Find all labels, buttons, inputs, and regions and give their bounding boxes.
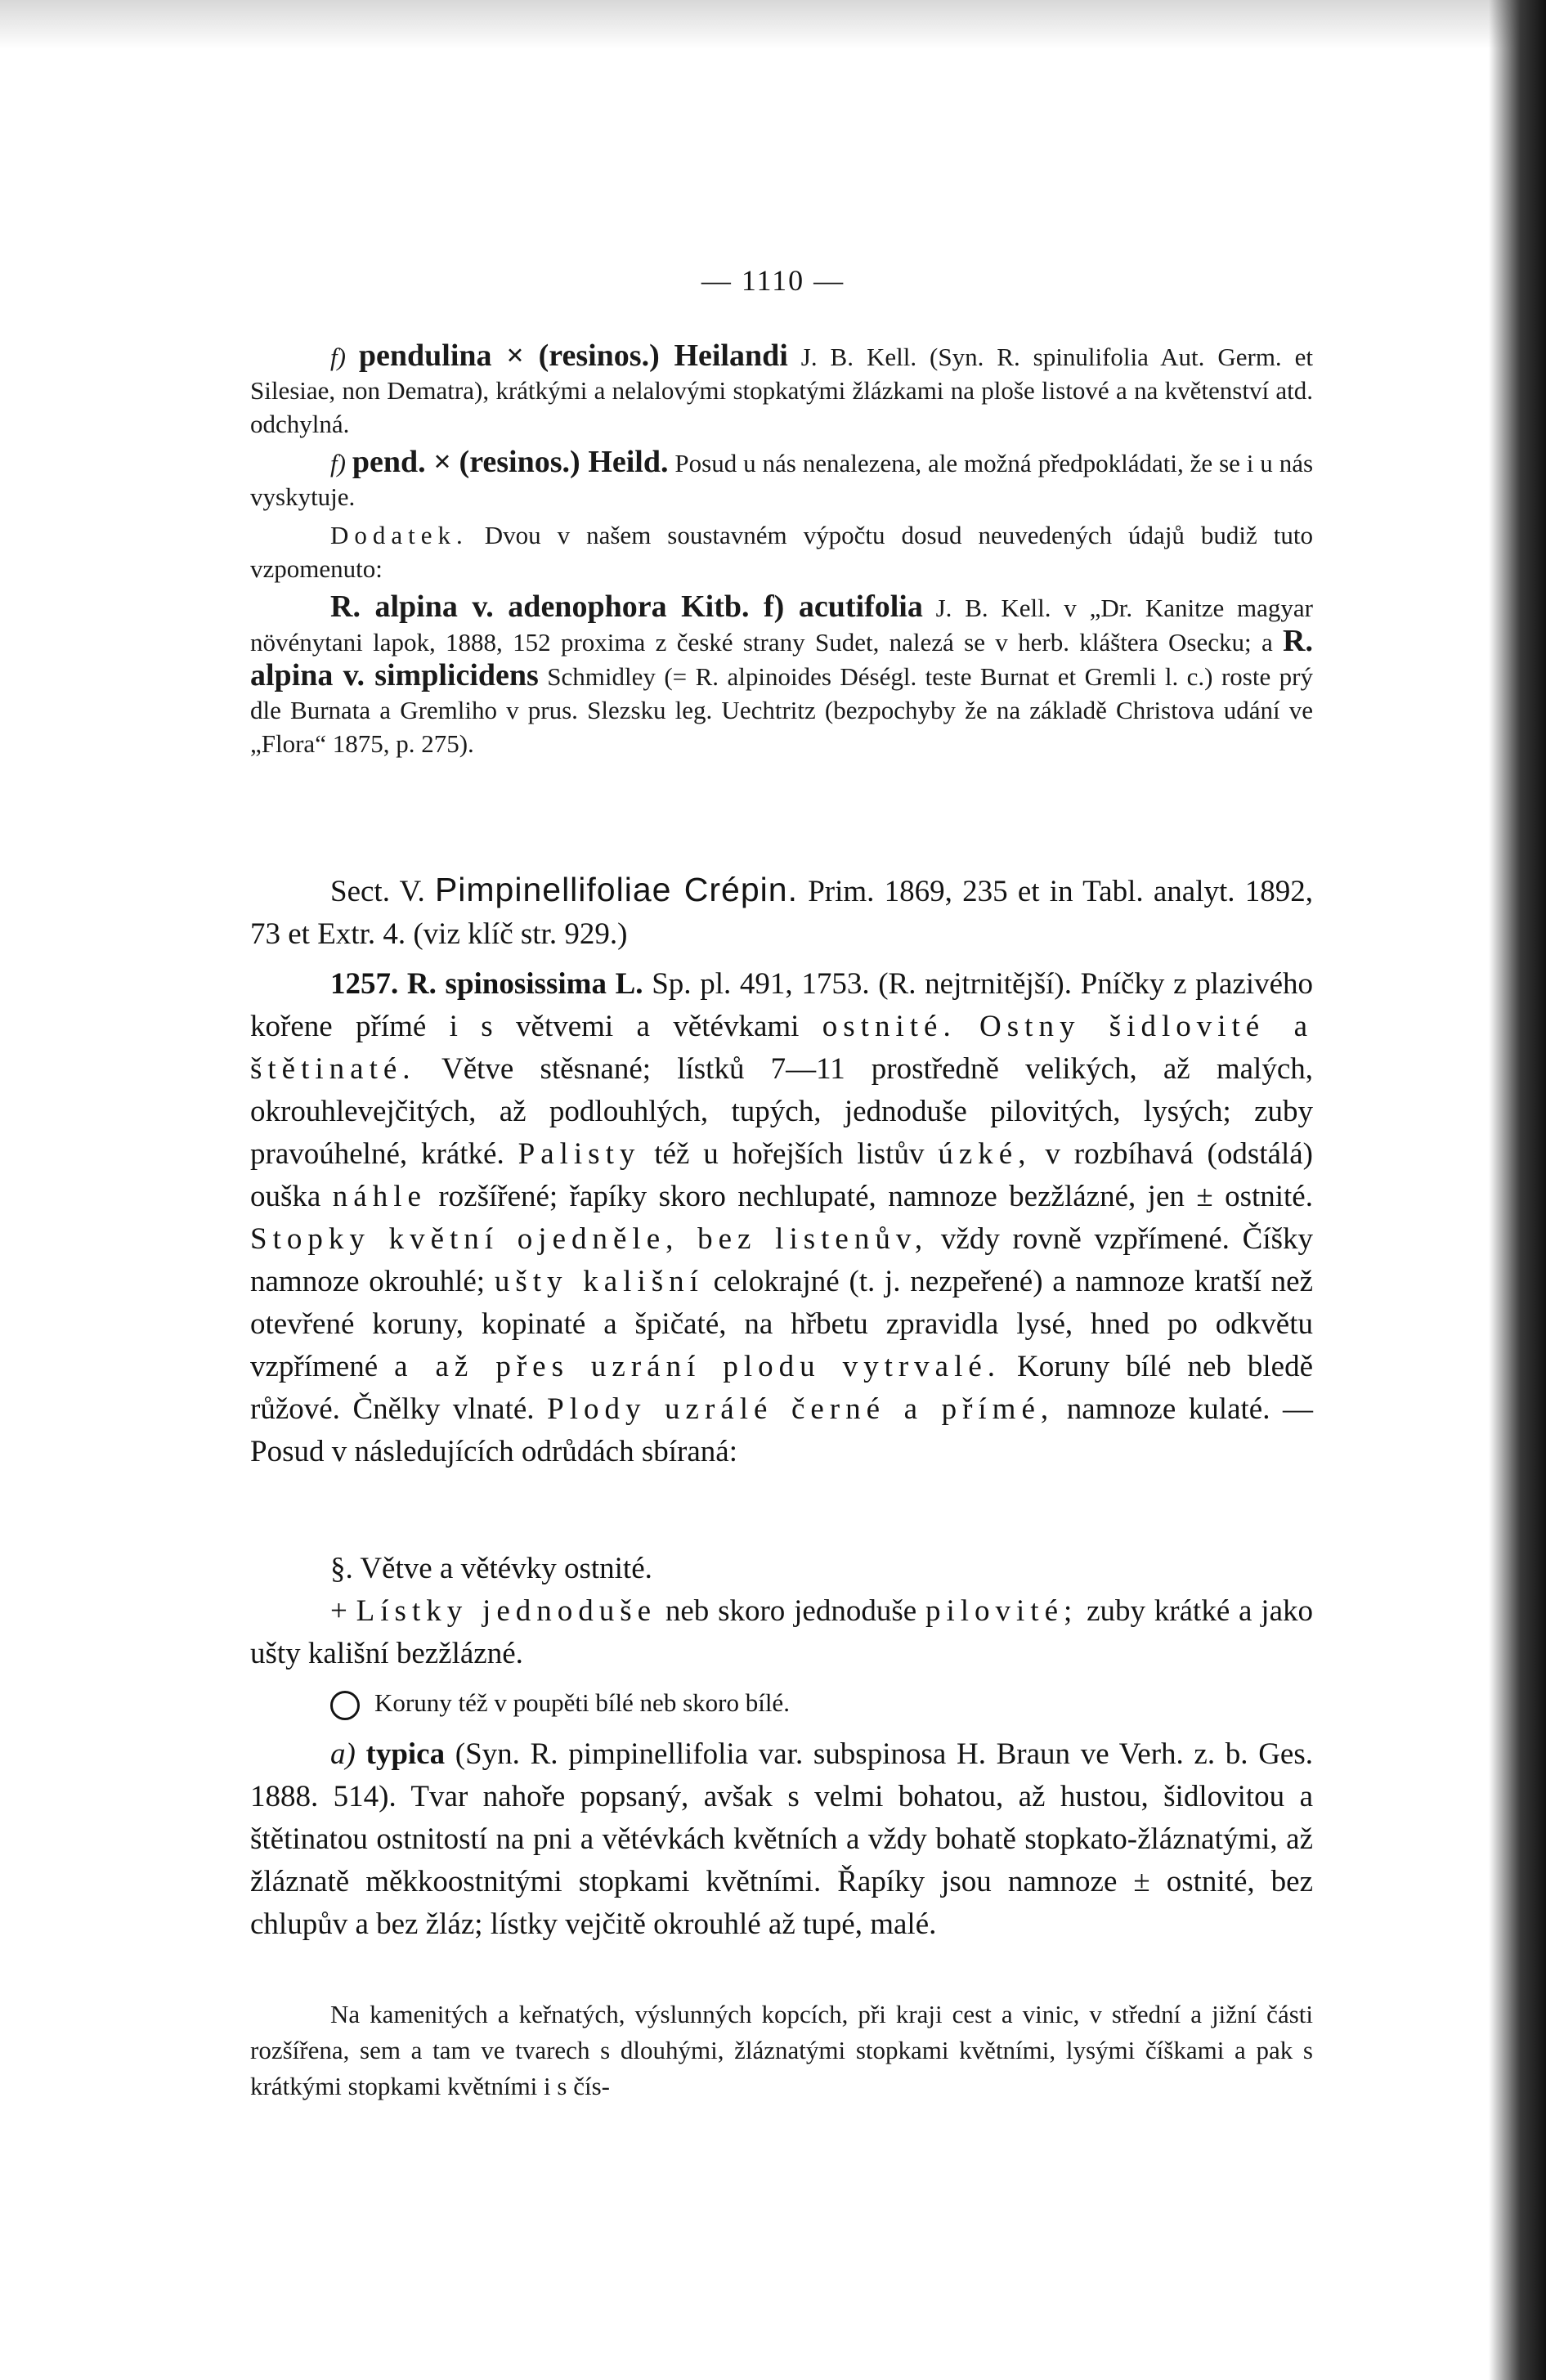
scan-shadow-top (0, 0, 1546, 49)
key-lines (250, 1548, 1313, 1724)
circle-icon (330, 1691, 360, 1720)
section-heading: Sect. V. Pimpinellifoliae Crépin. Prim. 1869, 235 et in Tabl. analyt. 1892, 73 et Extr. 4. (viz klíč str. 929.) (250, 871, 1313, 951)
variety-typica: a) typica (Syn. R. pimpinellifolia var. subspinosa H. Braun ve Verh. z. b. Ges. 1888. 514). Tvar nahoře popsaný, avšak s velmi bohatou, až hustou, šidlovitou a štětinatou ostnitostí na pni a větévkách květních a vždy bohatě stopkato-žláznatými, až žláznatě měkkoostnitými stopkami květními. Řapíky jsou namnoze ± ostnité, bez chlupův a bez žláz; lístky vejčitě okrouhlé až tupé, malé. (250, 1737, 1313, 1941)
species-name: R. spinosissima L. (398, 967, 643, 1001)
distribution-note: Na kamenitých a keřnatých, výslunných kopcích, při kraji cest a vinic, v střední a jižní části rozšířena, sem a tam ve tvarech s dlouhými, žláznatými stopkami květními, lysými číškami a pak s krátkými stopkami květními i s čís- (250, 2000, 1313, 2100)
key-corolla: Koruny též v poupěti bílé neb skoro bílé. (250, 1682, 1313, 1724)
hybrid-entry-heild: f) pend. × (resinos.) Heild. Posud u nás nenalezena, ale možná předpokládati, že se i u nás vyskytuje. (250, 445, 1314, 511)
species-description: 1257. R. spinosissima L. Sp. pl. 491, 1753. (R. nejtrnitější). Pníčky z plazivého kořene přímé i s větvemi a větévkami ostnité. Ostny šidlovité a štětinaté. Větve stěsnané; lístků 7—11 prostředně velikých, až malých, okrouhlevejčitých, až podlouhlých, tupých, jednoduše pilovitých, lysých; zuby pravoúhelné, krátké. Palisty též u hořejších listův úzké, v rozbíhavá (odstálá) ouška náhle rozšířené; řapíky skoro nechlupaté, namnoze bezžlázné, jen ± ostnité. Stopky květní ojedněle, bez listenův, vždy rovně vzpřímené. Číšky namnoze okrouhlé; ušty kališní celokrajné (t. j. nezpeřené) a namnoze kratší než otevřené koruny, kopinaté a špičaté, na hřbetu zpravidla lysé, hned po odkvětu vzpřímené a až přes uzrání plodu vytrvalé. Koruny bílé neb bledě růžové. Čnělky vlnaté. Plody uzrálé černé a přímé, namnoze kulaté. — Posud v následujících odrůdách sbíraná: (250, 967, 1314, 1468)
key-leaflets: + Lístky jednoduše neb skoro jednoduše pilovité; zuby krátké a jako ušty kališní bezžlázné. (250, 1594, 1313, 1670)
variety-name: typica (365, 1737, 446, 1771)
page-number: — 1110 — (701, 264, 845, 297)
species-number: 1257. (330, 967, 399, 1001)
hybrid-entry-heilandi: f) pendulina × (resinos.) Heilandi J. B. Kell. (Syn. R. spinulifolia Aut. Germ. et Silesiae, non Dematra), krátkými a nelalovými stopkatými žlázkami na ploše listové a na květenství atd. odchylná. (250, 338, 1314, 438)
section-title: Pimpinellifoliae Crépin. (434, 871, 798, 908)
hybrid-notes-block (250, 339, 1313, 760)
dodatek-paragraph: Dodatek. Dvou v našem soustavném výpočtu dosud neuvedených údajů budiž tuto vzpomenuto: (250, 521, 1313, 583)
alpina-paragraph: R. alpina v. adenophora Kitb. f) acutifolia J. B. Kell. v „Dr. Kanitze magyar növénytani lapok, 1888, 152 proxima z české strany Sudet, nalezá se v herb. kláštera Osecku; a R. alpina v. simplicidens Schmidley (= R. alpinoides Déségl. teste Burnat et Gremli l. c.) roste prý dle Burnata a Gremliho v prus. Slezsku leg. Uechtritz (bezpochyby že na základě Christova udání ve „Flora“ 1875, p. 275). (250, 589, 1313, 758)
key-branches: §. Větve a větévky ostnité. (330, 1552, 652, 1585)
scan-shadow-right (1489, 0, 1546, 2380)
